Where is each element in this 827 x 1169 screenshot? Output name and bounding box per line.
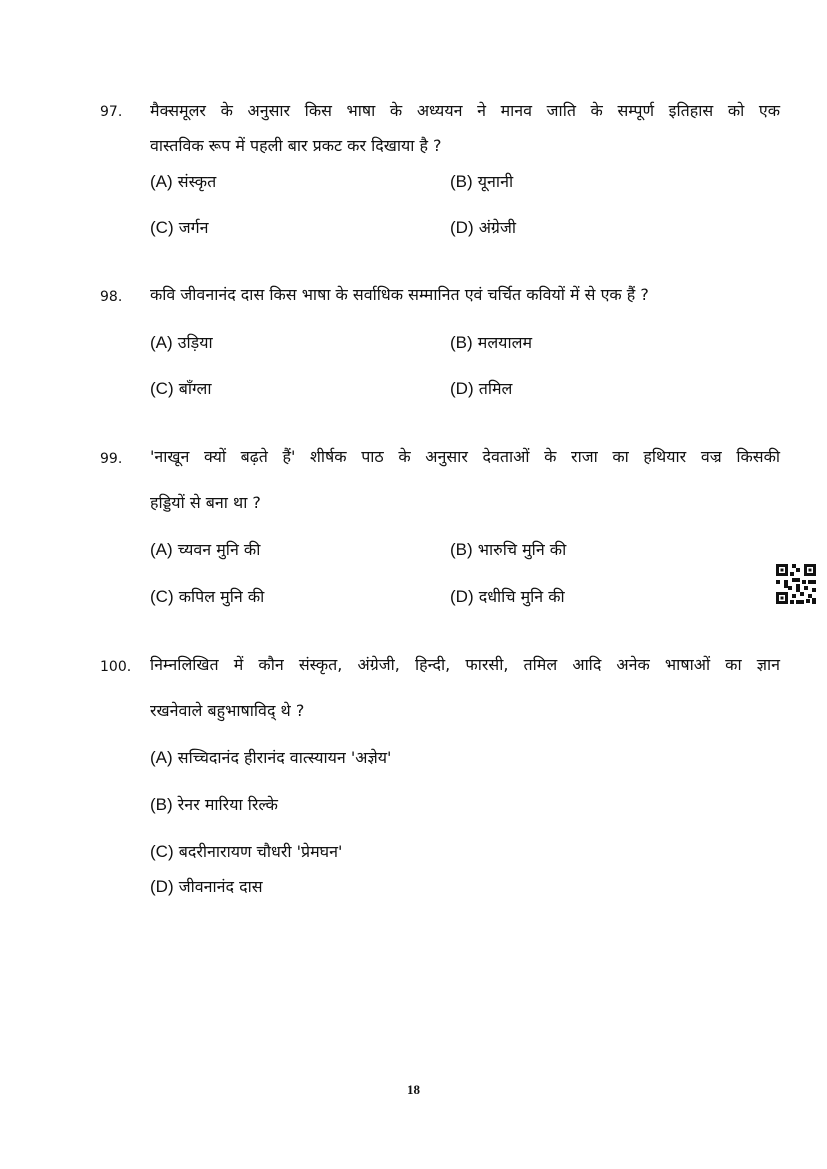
option-b: [450, 171, 513, 193]
option-a: [150, 332, 213, 354]
option-a: [150, 539, 260, 561]
option-text: उड़िया: [177, 333, 213, 352]
option-text: भारुचि मुनि की: [477, 540, 567, 559]
option-d: [450, 378, 512, 400]
option-label: (A): [150, 172, 173, 191]
option-label: (B): [450, 333, 473, 352]
option-text: रेनर मारिया रिल्के: [177, 795, 278, 814]
option-label: (D): [450, 379, 474, 398]
question-text-line: वास्तविक रूप में पहली बार प्रकट कर दिखाया है ?: [150, 136, 442, 155]
question-text-line: रखनेवाले बहुभाषाविद् थे ?: [150, 701, 305, 720]
option-label: (B): [450, 540, 473, 559]
question-number: 97.: [100, 104, 123, 120]
question-number: 98.: [100, 289, 123, 305]
option-a: [150, 747, 391, 769]
option-b: [450, 539, 566, 561]
option-text: यूनानी: [477, 172, 514, 191]
option-label: (B): [450, 172, 473, 191]
option-label: (D): [150, 877, 174, 896]
question-number: 100.: [100, 659, 132, 675]
option-a: [150, 171, 216, 193]
option-text: दधीचि मुनि की: [478, 587, 565, 606]
option-label: (A): [150, 748, 173, 767]
option-label: (A): [150, 540, 173, 559]
option-text: मलयालम: [477, 333, 533, 352]
option-label: (A): [150, 333, 173, 352]
option-b: [450, 332, 532, 354]
page-number: 18: [407, 1082, 420, 1097]
option-text: जीवनानंद दास: [178, 877, 263, 896]
option-label: (B): [150, 795, 173, 814]
option-d: [150, 876, 263, 898]
question-text-line: निम्नलिखित में कौन संस्कृत, अंग्रेजी, हिन्दी, फारसी, तमिल आदि अनेक भाषाओं का ज्ञान: [150, 655, 780, 674]
option-c: [150, 217, 208, 239]
option-text: सच्चिदानंद हीरानंद वात्स्यायन 'अज्ञेय': [177, 748, 392, 767]
option-text: तमिल: [478, 379, 513, 398]
option-label: (D): [450, 587, 474, 606]
question-text-line: हड्डियों से बना था ?: [150, 493, 261, 512]
option-text: अंग्रेजी: [478, 218, 516, 237]
option-text: बदरीनारायण चौधरी 'प्रेमघन': [178, 842, 343, 861]
option-text: च्यवन मुनि की: [177, 540, 261, 559]
option-label: (C): [150, 587, 174, 606]
option-text: संस्कृत: [177, 172, 217, 191]
option-label: (D): [450, 218, 474, 237]
option-label: (C): [150, 379, 174, 398]
option-label: (C): [150, 842, 174, 861]
option-c: [150, 378, 211, 400]
option-text: जर्गन: [178, 218, 209, 237]
option-d: [450, 217, 516, 239]
qr-code-icon: [776, 564, 816, 604]
question-text-line: 'नाखून क्यों बढ़ते हैं' शीर्षक पाठ के अनुसार देवताओं के राजा का हथियार वज्र किसकी: [150, 447, 780, 466]
option-b: [150, 794, 278, 816]
option-text: बाँग्ला: [178, 379, 212, 398]
option-label: (C): [150, 218, 174, 237]
option-c: [150, 586, 264, 608]
option-c: [150, 841, 342, 863]
option-text: कपिल मुनि की: [178, 587, 265, 606]
question-text-line: मैक्समूलर के अनुसार किस भाषा के अध्ययन ने मानव जाति के सम्पूर्ण इतिहास को एक: [150, 101, 780, 120]
option-d: [450, 586, 565, 608]
question-text-line: कवि जीवनानंद दास किस भाषा के सर्वाधिक सम्मानित एवं चर्चित कवियों में से एक हैं ?: [150, 285, 649, 304]
question-number: 99.: [100, 451, 123, 467]
